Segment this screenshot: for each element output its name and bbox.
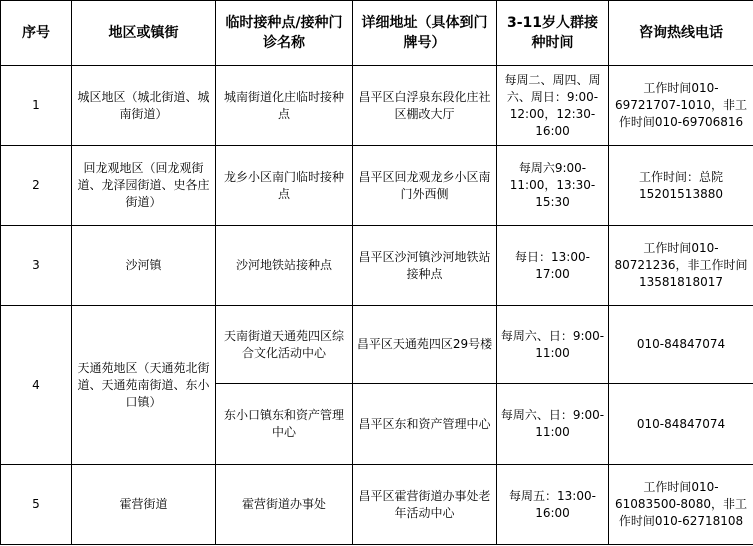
phone-cell: 工作时间010-61083500-8080，非工作时间010-62718108 xyxy=(609,465,753,545)
row-number: 4 xyxy=(1,306,72,465)
row-number: 1 xyxy=(1,66,72,146)
address-cell: 昌平区回龙观龙乡小区南门外西侧 xyxy=(353,146,497,226)
table-row xyxy=(1,66,753,146)
time-cell: 每周五：13:00-16:00 xyxy=(497,465,609,545)
phone-cell: 工作时间010-80721236，非工作时间13581818017 xyxy=(609,226,753,306)
address-cell: 昌平区沙河镇沙河地铁站接种点 xyxy=(353,226,497,306)
header-site-name: 临时接种点/接种门诊名称 xyxy=(216,1,353,66)
row-number: 5 xyxy=(1,465,72,545)
header-region: 地区或镇街 xyxy=(72,1,216,66)
region-cell: 沙河镇 xyxy=(72,226,216,306)
table-row xyxy=(1,465,753,545)
time-cell: 每周六、日：9:00-11:00 xyxy=(497,384,609,465)
header-address: 详细地址（具体到门牌号） xyxy=(353,1,497,66)
row-number: 3 xyxy=(1,226,72,306)
site-name-cell: 沙河地铁站接种点 xyxy=(216,226,353,306)
row-number: 2 xyxy=(1,146,72,226)
address-cell: 昌平区天通苑四区29号楼 xyxy=(353,306,497,384)
site-name-cell: 霍营街道办事处 xyxy=(216,465,353,545)
table-row xyxy=(1,306,753,384)
region-cell: 回龙观地区（回龙观街道、龙泽园街道、史各庄街道） xyxy=(72,146,216,226)
region-cell: 霍营街道 xyxy=(72,465,216,545)
table-row xyxy=(1,226,753,306)
header-time: 3-11岁人群接种时间 xyxy=(497,1,609,66)
address-cell: 昌平区霍营街道办事处老年活动中心 xyxy=(353,465,497,545)
phone-cell: 010-84847074 xyxy=(609,306,753,384)
time-cell: 每周二、周四、周六、周日：9:00-12:00，12:30-16:00 xyxy=(497,66,609,146)
phone-cell: 010-84847074 xyxy=(609,384,753,465)
header-no: 序号 xyxy=(1,1,72,66)
site-name-cell: 龙乡小区南门临时接种点 xyxy=(216,146,353,226)
time-cell: 每周六9:00-11:00，13:30-15:30 xyxy=(497,146,609,226)
time-cell: 每周六、日：9:00-11:00 xyxy=(497,306,609,384)
header-row xyxy=(1,1,753,66)
address-cell: 昌平区白浮泉东段化庄社区棚改大厅 xyxy=(353,66,497,146)
header-phone: 咨询热线电话 xyxy=(609,1,753,66)
site-name-cell: 东小口镇东和资产管理中心 xyxy=(216,384,353,465)
address-cell: 昌平区东和资产管理中心 xyxy=(353,384,497,465)
phone-cell: 工作时间010-69721707-1010，非工作时间010-69706816 xyxy=(609,66,753,146)
region-cell: 天通苑地区（天通苑北街道、天通苑南街道、东小口镇） xyxy=(72,306,216,465)
table-row xyxy=(1,146,753,226)
region-cell: 城区地区（城北街道、城南街道） xyxy=(72,66,216,146)
site-name-cell: 天南街道天通苑四区综合文化活动中心 xyxy=(216,306,353,384)
time-cell: 每日：13:00-17:00 xyxy=(497,226,609,306)
phone-cell: 工作时间：总院15201513880 xyxy=(609,146,753,226)
site-name-cell: 城南街道化庄临时接种点 xyxy=(216,66,353,146)
